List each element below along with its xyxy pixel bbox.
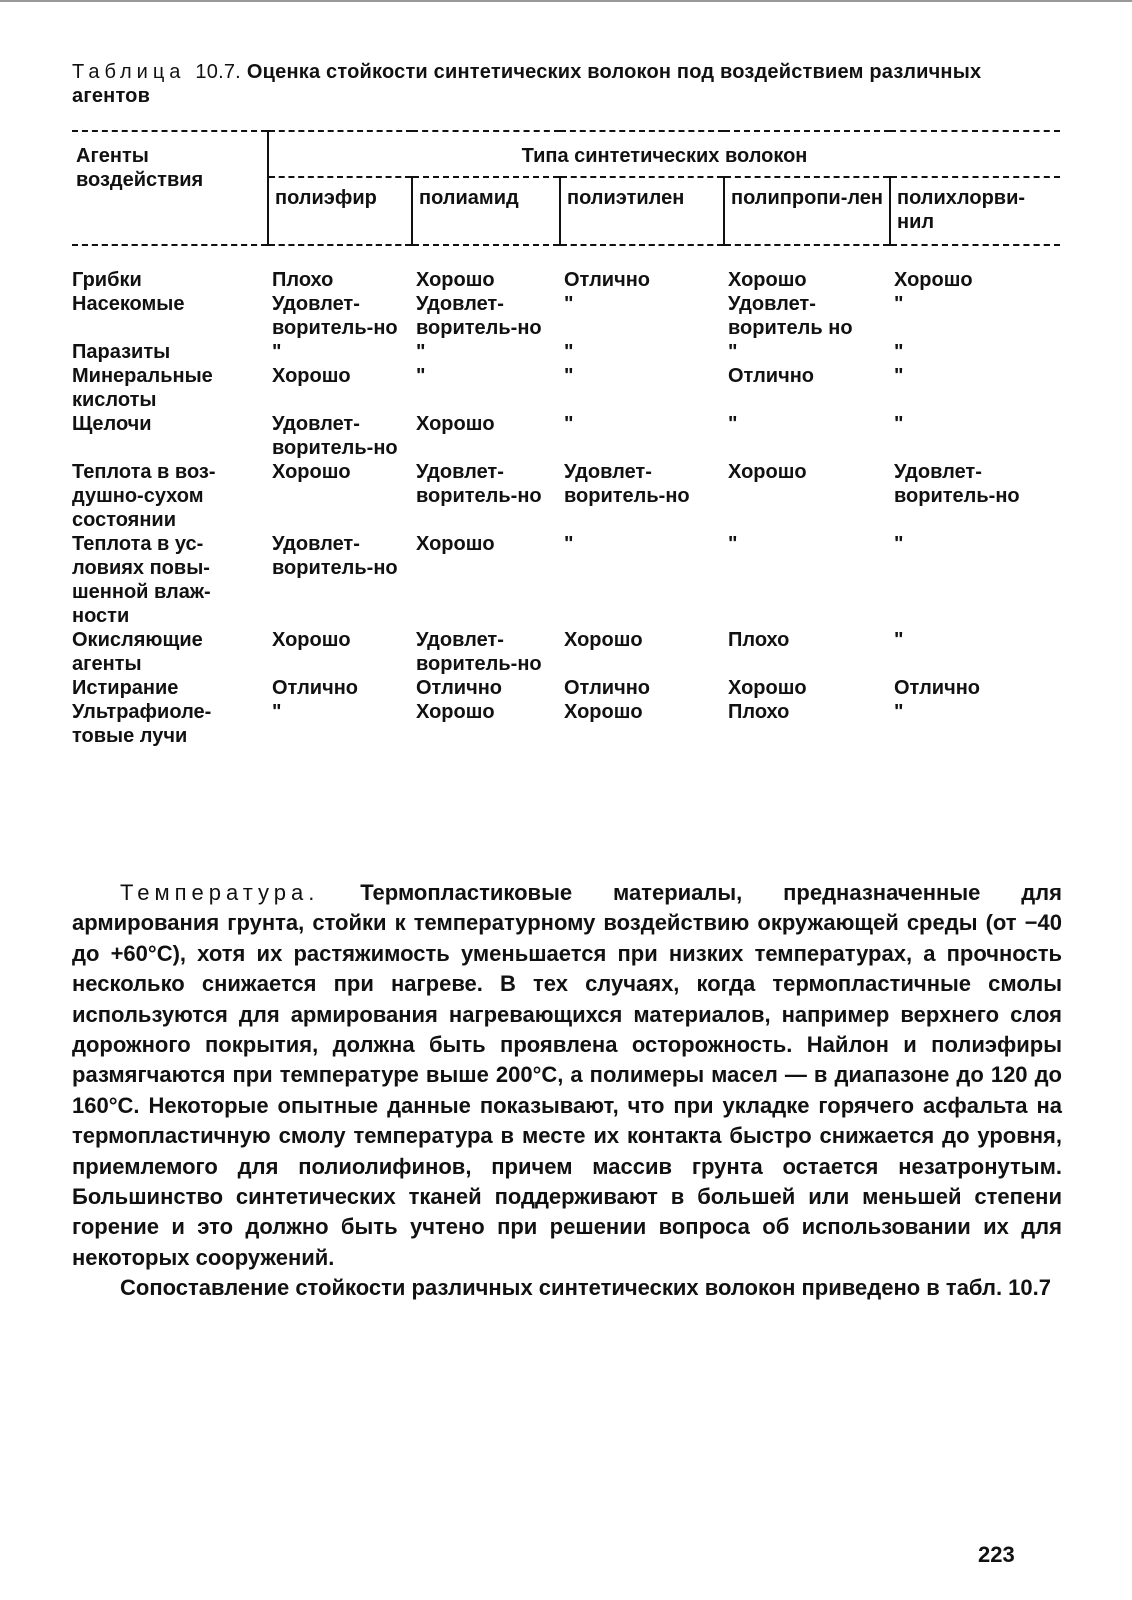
- rating-cell: Удовлет-воритель-но: [272, 413, 398, 459]
- rating-cell: Хорошо: [728, 461, 807, 483]
- column-header-polyester: полиэфир: [268, 177, 412, 245]
- agent-cell: Паразиты: [72, 341, 171, 363]
- rating-cell: Плохо: [272, 269, 334, 291]
- agent-cell: Щелочи: [72, 413, 152, 435]
- rating-cell: ": [894, 629, 904, 651]
- rating-cell: Удовлет-воритель-но: [416, 629, 542, 675]
- table-row: [72, 532, 1060, 628]
- rating-cell: Удовлет-воритель но: [728, 293, 853, 339]
- agent-cell: Ультрафиоле-товые лучи: [72, 701, 212, 747]
- rating-cell: Плохо: [728, 701, 790, 723]
- table-row: [72, 460, 1060, 532]
- table-caption: [72, 60, 1062, 108]
- rating-cell: ": [564, 533, 574, 555]
- rating-cell: Удовлет-воритель-но: [416, 461, 542, 507]
- table-row: [72, 364, 1060, 412]
- rating-cell: Хорошо: [728, 677, 807, 699]
- rating-cell: ": [728, 533, 738, 555]
- rating-cell: ": [728, 341, 738, 363]
- caption-lead: Таблица: [72, 61, 186, 83]
- table-row: [72, 628, 1060, 676]
- rating-cell: Удовлет-воритель-но: [894, 461, 1020, 507]
- rating-cell: Удовлет-воритель-но: [272, 533, 398, 579]
- column-header-polyamide: полиамид: [412, 177, 560, 245]
- rating-cell: Удовлет-воритель-но: [564, 461, 690, 507]
- agent-cell: Грибки: [72, 269, 142, 291]
- table-row: [72, 412, 1060, 460]
- rating-cell: ": [564, 293, 574, 315]
- rating-cell: ": [894, 341, 904, 363]
- table-row: [72, 340, 1060, 364]
- rating-cell: Хорошо: [272, 365, 351, 387]
- paragraph-comparison: Сопоставление стойкости различных синтетических волокон приведено в табл. 10.7: [120, 1275, 1051, 1301]
- rating-cell: ": [272, 341, 282, 363]
- rating-cell: Хорошо: [272, 629, 351, 651]
- agent-cell: Насекомые: [72, 293, 185, 315]
- rating-cell: ": [564, 365, 574, 387]
- resistance-table: [72, 130, 1060, 748]
- paragraph-temperature-text: Термопластиковые материалы, предназначенные для армирования грунта, стойки к температурному воздействию окружающей среды (от −40 до +60°C), хотя их растяжимость уменьшается при низких температурах, а прочность несколько снижается при нагреве. В тех случаях, когда термопластичные смолы используются для армирования нагревающихся материалов, например верхнего слоя дорожного покрытия, должна быть проявлена осторожность. Найлон и полиэфиры размягчаются при температуре выше 200°C, а полимеры масел — в диапазоне до 120 до 160°C. Некоторые опытные данные показывают, что при укладке горячего асфальта на термопластичную смолу температура в месте их контакта быстро снижается до уровня, приемлемого для полиолифинов, причем массив грунта остается незатронутым. Большинство синтетических тканей поддерживают в большей или меньшей степени горение и это должно быть учтено при решении вопроса об использовании их для некоторых сооружений.: [72, 880, 1062, 1270]
- top-rule: [0, 0, 1132, 2]
- rating-cell: ": [564, 341, 574, 363]
- agent-cell: Окисляющие агенты: [72, 629, 203, 675]
- rating-cell: ": [894, 701, 904, 723]
- rating-cell: Хорошо: [894, 269, 973, 291]
- rating-cell: ": [272, 701, 282, 723]
- agent-cell: Теплота в ус-ловиях повы-шенной влаж-ности: [72, 533, 211, 627]
- rating-cell: Хорошо: [416, 413, 495, 435]
- rating-cell: Хорошо: [564, 629, 643, 651]
- rating-cell: Отлично: [564, 677, 650, 699]
- table-row: [72, 292, 1060, 340]
- rating-cell: ": [728, 413, 738, 435]
- rating-cell: Отлично: [272, 677, 358, 699]
- agent-cell: Минеральные кислоты: [72, 365, 213, 411]
- table-row: [72, 245, 1060, 292]
- rating-cell: Хорошо: [416, 269, 495, 291]
- caption-title: Оценка стойкости синтетических волокон под воздействием различных агентов: [72, 61, 982, 107]
- column-header-polyvinyl-chloride: полихлорви-нил: [890, 177, 1060, 245]
- resistance-table-container: [72, 130, 1060, 748]
- page-number: 223: [978, 1542, 1015, 1567]
- agent-cell: Истирание: [72, 677, 179, 699]
- table-body: [72, 245, 1060, 748]
- rating-cell: Отлично: [894, 677, 980, 699]
- rating-cell: Плохо: [728, 629, 790, 651]
- paragraph-temperature: [72, 878, 1062, 1273]
- rating-cell: Хорошо: [272, 461, 351, 483]
- rating-cell: ": [416, 341, 426, 363]
- caption-number: 10.7.: [195, 61, 241, 83]
- rating-cell: ": [564, 413, 574, 435]
- rating-cell: Удовлет-воритель-но: [416, 293, 542, 339]
- rating-cell: Отлично: [416, 677, 502, 699]
- column-header-polypropylene: полипропи-лен: [724, 177, 890, 245]
- body-text: [72, 878, 1062, 1304]
- column-header-polyethylene: полиэтилен: [560, 177, 724, 245]
- agent-cell: Теплота в воз-душно-сухом состоянии: [72, 461, 216, 531]
- rating-cell: ": [894, 533, 904, 555]
- rating-cell: Отлично: [564, 269, 650, 291]
- rating-cell: Удовлет-воритель-но: [272, 293, 398, 339]
- rating-cell: ": [894, 293, 904, 315]
- paragraph-lead: Температура.: [120, 880, 320, 905]
- rating-cell: ": [894, 413, 904, 435]
- rating-cell: ": [416, 365, 426, 387]
- table-row: [72, 700, 1060, 748]
- rating-cell: Хорошо: [728, 269, 807, 291]
- rating-cell: ": [894, 365, 904, 387]
- table-row: [72, 676, 1060, 700]
- rating-cell: Хорошо: [416, 533, 495, 555]
- fiber-types-group-header: Типа синтетических волокон: [268, 131, 1060, 177]
- rating-cell: Хорошо: [416, 701, 495, 723]
- rating-cell: Хорошо: [564, 701, 643, 723]
- rating-cell: Отлично: [728, 365, 814, 387]
- agent-column-header: Агенты воздействия: [72, 131, 268, 245]
